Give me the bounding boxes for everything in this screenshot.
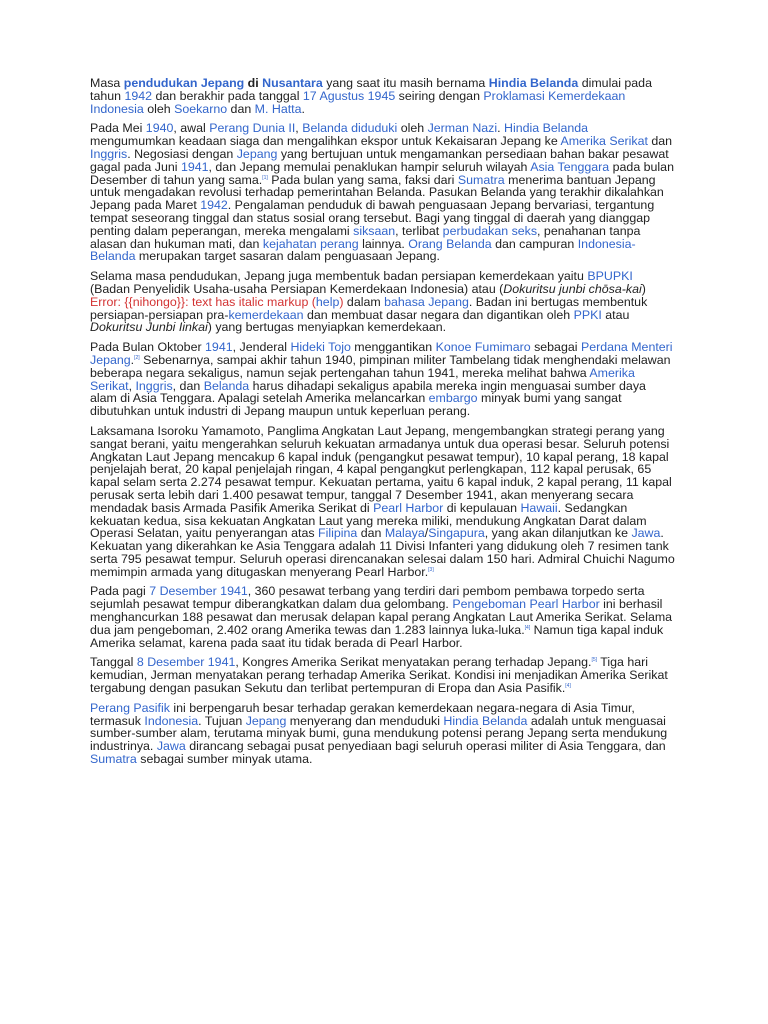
link-amerika-serikat[interactable]: Amerika Serikat (560, 134, 648, 149)
text: Pada bulan yang sama, faksi dari (267, 172, 458, 187)
text: dan (647, 134, 673, 149)
text: / (424, 526, 429, 541)
link-orang-belanda[interactable]: Orang Belanda (408, 236, 492, 251)
text: ) yang bertugas menyiapkan kemerdekaan. (207, 320, 447, 335)
text: . Pengalaman penduduk di bawah penguasaan Jepang bervariasi, tergantung tempat seseorang tinggal dan status sosial orang tersebut. Bagi yang tinggal di daerah yang dianggap penting dalam peperangan, mereka mengalami (90, 198, 655, 238)
text: adalah untuk menguasai sumber-sumber alam, terutama minyak bumi, guna mendukung potensi perang Jepang serta mendukung industrinya. (90, 713, 668, 754)
text: dan berakhir pada tanggal (152, 88, 303, 103)
text: , Jenderal (232, 340, 291, 355)
link-help[interactable]: help (315, 294, 340, 309)
text: dalam (343, 294, 385, 309)
link-bahasa-jepang[interactable]: bahasa Jepang (384, 294, 469, 309)
reference-4[interactable]: [4] (524, 624, 531, 631)
text: Laksamana Isoroku Yamamoto, Panglima Angkatan Laut Jepang, mengembangkan strategi perang yang sangat berani, yaitu mengerahkan seluruh kekuatan armadanya untuk dua operasi besar. Seluruh potensi Angkatan Laut Jepang mencakup 6 kapal induk (pengangkut pesawat tempur), 10 kapal perang, 18 kapal penjelajah berat, 20 kapal penjelajah ringan, 4 kapal pengangkut perlengkapan, 112 kapal perusak, 65 kapal selam serta 2.274 pesawat tempur. Kekuatan pertama, yaitu 6 kapal induk, 2 kapal perang, 11 kapal perusak serta lebih dari 1.400 pesawat tempur, tanggal 7 Desember 1941, akan menyerang secara mendadak basis Armada Pasifik Amerika Serikat di (90, 423, 672, 515)
text: dan campuran (491, 236, 578, 251)
italic-junbi-iinkai: Dokuritsu Junbi Iinkai (90, 320, 208, 335)
text: minyak bumi yang sangat dibutuhkan untuk industri di Jepang maupun untuk keperluan perang. (90, 391, 622, 419)
link-17-agustus-1945[interactable]: 17 Agustus 1945 (302, 88, 396, 103)
italic-dokuritsu: Dokuritsu junbi chōsa-kai (503, 281, 642, 296)
link-belanda-diduduki[interactable]: Belanda diduduki (302, 121, 398, 136)
link-proklamasi[interactable]: Proklamasi Kemerdekaan Indonesia (90, 88, 626, 116)
text: ) (641, 281, 646, 296)
text: , 360 pesawat terbang yang terdiri dari pembom pembawa torpedo serta sejumlah pesawat tempur diberangkatkan dalam dua gelombang. (90, 584, 645, 612)
text: ini berhasil menghancurkan 188 pesawat dan merusak delapan kapal perang Angkatan Laut Amerika Serikat. Selama dua jam pengeboman, 2.402 orang Amerika tewas dan 1.283 lainnya luka-luka. (90, 597, 673, 637)
paragraph-4 (90, 341, 676, 418)
link-jepang[interactable]: Jepang (245, 713, 287, 728)
text: oleh (143, 101, 175, 116)
text: yang bertujuan untuk mengamankan persediaan bahan bakar pesawat gagal pada Juni (90, 146, 669, 174)
link-sumatra[interactable]: Sumatra (457, 172, 505, 187)
text: seiring dengan (395, 88, 484, 103)
link-m-hatta[interactable]: M. Hatta (254, 101, 302, 116)
reference-5[interactable]: [5] (591, 657, 598, 664)
text: , dan Jepang memulai penaklukan hampir seluruh wilayah (208, 159, 531, 174)
link-inggris[interactable]: Inggris (135, 378, 173, 393)
link-sumatra[interactable]: Sumatra (90, 752, 137, 767)
text: Pada Mei (90, 121, 146, 136)
text: , (128, 378, 136, 393)
link-1940[interactable]: 1940 (145, 121, 174, 136)
text: lainnya. (358, 236, 409, 251)
text: di (244, 76, 263, 90)
link-hindia-belanda[interactable]: Hindia Belanda (488, 76, 579, 90)
paragraph-5 (90, 425, 676, 579)
paragraph-2 (90, 122, 676, 263)
link-indonesia[interactable]: Indonesia (144, 713, 199, 728)
text: Masa (90, 76, 124, 90)
link-malaya[interactable]: Malaya (384, 526, 425, 541)
text: menerima bantuan Jepang untuk mengadakan revolusi terhadap pemerintahan Belanda. Pasukan Belanda yang terakhir dikalahkan Jepang pada Maret (90, 172, 664, 213)
link-1942[interactable]: 1942 (124, 88, 153, 103)
text: , awal (173, 121, 210, 136)
link-amerika-serikat[interactable]: Amerika Serikat (90, 365, 635, 393)
paragraph-3 (90, 270, 676, 334)
text: , yang akan dilanjutkan ke (484, 526, 632, 541)
link-belanda[interactable]: Belanda (203, 378, 250, 393)
link-perdana-menteri[interactable]: Perdana Menteri Jepang (90, 340, 673, 367)
link-perbudakan-seks[interactable]: perbudakan seks (442, 223, 538, 238)
link-1942[interactable]: 1942 (200, 198, 228, 213)
link-perang-pasifik[interactable]: Perang Pasifik (90, 700, 170, 715)
text: Pada pagi (90, 584, 150, 599)
article-body (90, 77, 676, 773)
link-1941[interactable]: 1941 (205, 340, 233, 355)
text: dirancang sebagai pusat penyediaan bagi seluruh operasi militer di Asia Tenggara, dan (185, 739, 666, 754)
link-indonesia-belanda[interactable]: Indonesia-Belanda (90, 236, 636, 264)
text: , penahanan tanpa alasan dan hukuman mati, dan (90, 223, 641, 251)
text: oleh (397, 121, 428, 136)
link-filipina[interactable]: Filipina (318, 526, 358, 541)
link-hawaii[interactable]: Hawaii (520, 500, 558, 515)
text: . (301, 101, 305, 116)
text: dan (227, 101, 255, 116)
text: Pada Bulan Oktober (90, 340, 206, 355)
text: . Badan ini bertugas membentuk persiapan-persiapan pra- (90, 294, 648, 322)
link-pendudukan-jepang[interactable]: pendudukan Jepang (123, 76, 245, 90)
link-bpupki[interactable]: BPUPKI (587, 269, 633, 284)
text: merupakan target sasaran dalam penguasaan Jepang. (135, 249, 440, 264)
reference-6[interactable]: [4] (565, 682, 571, 689)
text: , terlibat (395, 223, 443, 238)
text: (Badan Penyelidik Usaha-usaha Persiapan Kemerdekaan Indonesia) atau ( (90, 281, 504, 296)
text: . Negosiasi dengan (127, 146, 237, 161)
link-jawa[interactable]: Jawa (631, 526, 661, 541)
text: menggantikan (350, 340, 436, 355)
link-ppki[interactable]: PPKI (573, 307, 602, 322)
link-hindia-belanda[interactable]: Hindia Belanda (504, 121, 589, 136)
link-perang-dunia-ii[interactable]: Perang Dunia II (209, 121, 296, 136)
link-jepang[interactable]: Jepang (236, 146, 278, 161)
text: dimulai pada tahun (90, 76, 652, 103)
text: . Tujuan (198, 713, 246, 728)
text: , dan (172, 378, 204, 393)
text: harus dihadapi sekaligus apabila mereka ingin menguasai sumber daya alam di Asia Tenggara. Apalagi setelah Amerika melancarkan (90, 378, 646, 406)
text: Tiga hari kemudian, Jerman menyatakan perang terhadap Amerika Serikat. Kondisi ini menjadikan Amerika Serikat tergabung dengan pasukan Sekutu dan terlibat pertempuran di Eropa dan Asia Pasifik. (90, 655, 668, 696)
link-singapura[interactable]: Singapura (428, 526, 485, 541)
error-message: Error: {{nihongo}}: text has italic markup ( (90, 294, 316, 309)
link-soekarno[interactable]: Soekarno (174, 101, 228, 116)
paragraph-7 (90, 656, 676, 694)
text: mengumumkan keadaan siaga dan mengalihkan ekspor untuk Kekaisaran Jepang ke (90, 134, 561, 149)
text: , (295, 121, 303, 136)
link-hindia-belanda[interactable]: Hindia Belanda (443, 713, 528, 728)
text: sebagai sumber minyak utama. (136, 752, 313, 767)
paragraph-8 (90, 702, 676, 766)
link-hideki-tojo[interactable]: Hideki Tojo (290, 340, 351, 355)
text: yang saat itu masih bernama (322, 76, 489, 90)
text: . (497, 121, 505, 136)
text: Tanggal (90, 655, 137, 670)
link-kejahatan-perang[interactable]: kejahatan perang (262, 236, 359, 251)
reference-2[interactable]: [2] (134, 354, 140, 361)
link-siksaan[interactable]: siksaan (353, 223, 396, 238)
text: , Kongres Amerika Serikat menyatakan perang terhadap Jepang. (235, 655, 592, 670)
text: sebagai (530, 340, 581, 355)
error-message-end: ) (339, 294, 344, 309)
link-asia-tenggara[interactable]: Asia Tenggara (530, 159, 610, 174)
text: menyerang dan menduduki (286, 713, 444, 728)
text: dan membuat dasar negara dan digantikan oleh (303, 307, 574, 322)
link-jawa[interactable]: Jawa (156, 739, 186, 754)
text: . Kekuatan yang dikerahkan ke Asia Tenggara adalah 11 Divisi Infanteri yang didukung oleh 7 resimen tank serta 795 pesawat tempur. Seluruh operasi direncanakan selesai dalam 150 hari. Admiral Chuichi Nagumo memimpin armada yang ditugaskan menyerang Pearl Harbor. (90, 526, 675, 579)
text: Namun tiga kapal induk Amerika selamat, karena pada saat itu tidak berada di Pearl Harbor. (90, 622, 664, 650)
reference-3[interactable]: [3] (428, 566, 434, 573)
text: ini berpengaruh besar terhadap gerakan kemerdekaan negara-negara di Asia Timur, termasuk (90, 700, 635, 728)
text: . Sedangkan kekuatan kedua, sisa kekuatan Angkatan Laut yang mereka miliki, mendukung Angkatan Darat dalam Operasi Selatan, yaitu penyerangan atas (90, 500, 647, 541)
text: . (130, 352, 135, 367)
link-inggris[interactable]: Inggris (90, 146, 128, 161)
link-konoe-fumimaro[interactable]: Konoe Fumimaro (435, 340, 531, 355)
link-embargo[interactable]: embargo (428, 391, 478, 406)
link-7-desember-1941[interactable]: 7 Desember 1941 (149, 584, 248, 599)
text: pada bulan Desember di tahun yang sama. (90, 159, 674, 187)
text: Sebenarnya, sampai akhir tahun 1940, pimpinan militer Tambelang tidak menghendaki melawan beberapa negara sekaligus, namun sejak pertengahan tahun 1941, mereka melihat bahwa (90, 352, 671, 380)
link-1941[interactable]: 1941 (180, 159, 209, 174)
link-8-desember-1941[interactable]: 8 Desember 1941 (136, 655, 236, 670)
paragraph-6 (90, 585, 676, 649)
text: di kepulauan (443, 500, 521, 515)
link-pearl-harbor[interactable]: Pearl Harbor (373, 500, 444, 515)
link-jerman-nazi[interactable]: Jerman Nazi (427, 121, 498, 136)
text: Selama masa pendudukan, Jepang juga membentuk badan persiapan kemerdekaan yaitu (90, 269, 588, 284)
link-nusantara[interactable]: Nusantara (262, 76, 323, 90)
text: dan (357, 526, 385, 541)
link-kemerdekaan[interactable]: kemerdekaan (228, 307, 304, 322)
paragraph-1 (90, 77, 676, 115)
text: atau (601, 307, 630, 322)
link-pengeboman-pearl-harbor[interactable]: Pengeboman Pearl Harbor (452, 597, 600, 612)
reference-1[interactable]: [1] (262, 174, 268, 181)
